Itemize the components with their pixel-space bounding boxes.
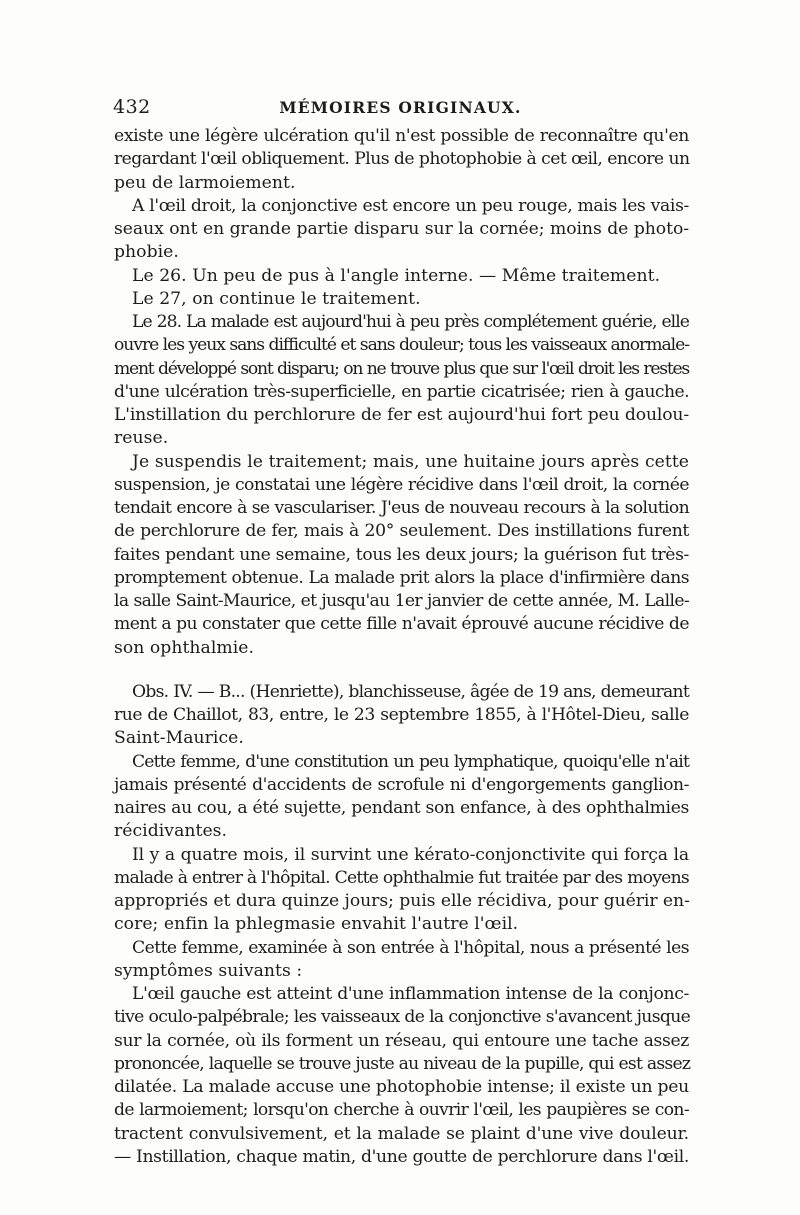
text-line: récidivantes. [114, 821, 228, 842]
text-line: tendait encore à se vasculariser. J'eus de nouveau recours à la solution [114, 498, 689, 518]
text-line: seaux ont en grande partie disparu sur la cornée; moins de photo- [114, 219, 689, 239]
text-line: dilatée. La malade accuse une photophobie intense; il existe un peu [114, 1077, 689, 1097]
text-line: — Instillation, chaque matin, d'une goutte de perchlorure dans l'œil. [114, 1146, 689, 1167]
text-line: symptômes suivants : [114, 960, 303, 981]
text-line: sur la cornée, où ils forment un réseau, qui entoure une tache assez [114, 1030, 689, 1051]
text-line: ment développé sont disparu; on ne trouve plus que sur l'œil droit les restes [114, 358, 689, 379]
text-line: Le 28. La malade est aujourd'hui à peu près complétement guérie, elle [132, 312, 689, 332]
running-title: MÉMOIRES ORIGINAUX. [279, 98, 522, 117]
text-line: de larmoiement; lorsqu'on cherche à ouvrir l'œil, les paupières se con- [114, 1100, 689, 1121]
text-line: la salle Saint-Maurice, et jusqu'au 1er janvier de cette année, M. Lalle- [114, 591, 689, 611]
text-line: A l'œil droit, la conjonctive est encore un peu rouge, mais les vais- [132, 195, 689, 216]
text-line: L'instillation du perchlorure de fer est aujourd'hui fort peu doulou- [114, 405, 689, 425]
text-line: Le 26. Un peu de pus à l'angle interne. — Même traitement. [132, 265, 661, 286]
text-line: phobie. [114, 242, 179, 263]
text-line: de perchlorure de fer, mais à 20° seulement. Des instillations furent [114, 521, 689, 542]
text-line: Il y a quatre mois, il survint une kérato-conjonctivite qui força la [132, 844, 689, 865]
text-line: suspension, je constatai une légère récidive dans l'œil droit, la cornée [114, 474, 689, 495]
body-text [114, 125, 689, 1169]
text-line: L'œil gauche est atteint d'une inflammation intense de la conjonc- [132, 984, 689, 1004]
text-line: ouvre les yeux sans difficulté et sans douleur; tous les vaisseaux anormale- [114, 335, 689, 356]
text-line: Le 27, on continue le traitement. [132, 288, 421, 309]
text-line: reuse. [114, 428, 169, 449]
text-line: prononcée, laquelle se trouve juste au niveau de la pupille, qui est assez [114, 1053, 691, 1074]
paragraph-gap [114, 660, 689, 681]
text-line: appropriés et dura quinze jours; puis elle récidiva, pour guérir en- [114, 891, 690, 911]
text-line: rue de Chaillot, 83, entre, le 23 septembre 1855, à l'Hôtel-Dieu, salle [114, 705, 689, 725]
text-line: Je suspendis le traitement; mais, une huitaine jours après cette [132, 451, 689, 472]
text-line: malade à entrer à l'hôpital. Cette ophthalmie fut traitée par des moyens [114, 867, 689, 888]
text-line: peu de larmoiement. [114, 172, 296, 193]
text-line: existe une légère ulcération qu'il n'est possible de reconnaître qu'en [114, 126, 689, 146]
text-line: Cette femme, examinée à son entrée à l'hôpital, nous a présenté les [132, 937, 689, 958]
text-line: Saint-Maurice. [114, 728, 244, 749]
running-head [113, 96, 688, 122]
text-line: core; enfin la phlegmasie envahit l'autre l'œil. [114, 914, 519, 935]
text-line: d'une ulcération très-superficielle, en partie cicatrisée; rien à gauche. [114, 381, 689, 402]
text-line: faites pendant une semaine, tous les deux jours; la guérison fut très- [114, 544, 689, 565]
text-line: jamais présenté d'accidents de scrofule ni d'engorgements ganglion- [114, 774, 689, 795]
text-line: ment a pu constater que cette fille n'avait éprouvé aucune récidive de [114, 614, 689, 635]
text-line: Cette femme, d'une constitution un peu lymphatique, quoiqu'elle n'ait [132, 751, 689, 772]
page-number: 432 [113, 96, 151, 118]
text-line: son ophthalmie. [114, 637, 255, 658]
text-line: Obs. IV. — B... (Henriette), blanchisseuse, âgée de 19 ans, demeurant [132, 681, 689, 702]
text-line: naires au cou, a été sujette, pendant son enfance, à des ophthalmies [114, 798, 689, 818]
text-line: tractent convulsivement, et la malade se plaint d'une vive douleur. [114, 1123, 689, 1144]
text-line: promptement obtenue. La malade prit alors la place d'infirmière dans [114, 567, 689, 588]
text-line: regardant l'œil obliquement. Plus de photophobie à cet œil, encore un [114, 149, 690, 170]
text-line: tive oculo-palpébrale; les vaisseaux de la conjonctive s'avancent jusque [114, 1007, 691, 1028]
